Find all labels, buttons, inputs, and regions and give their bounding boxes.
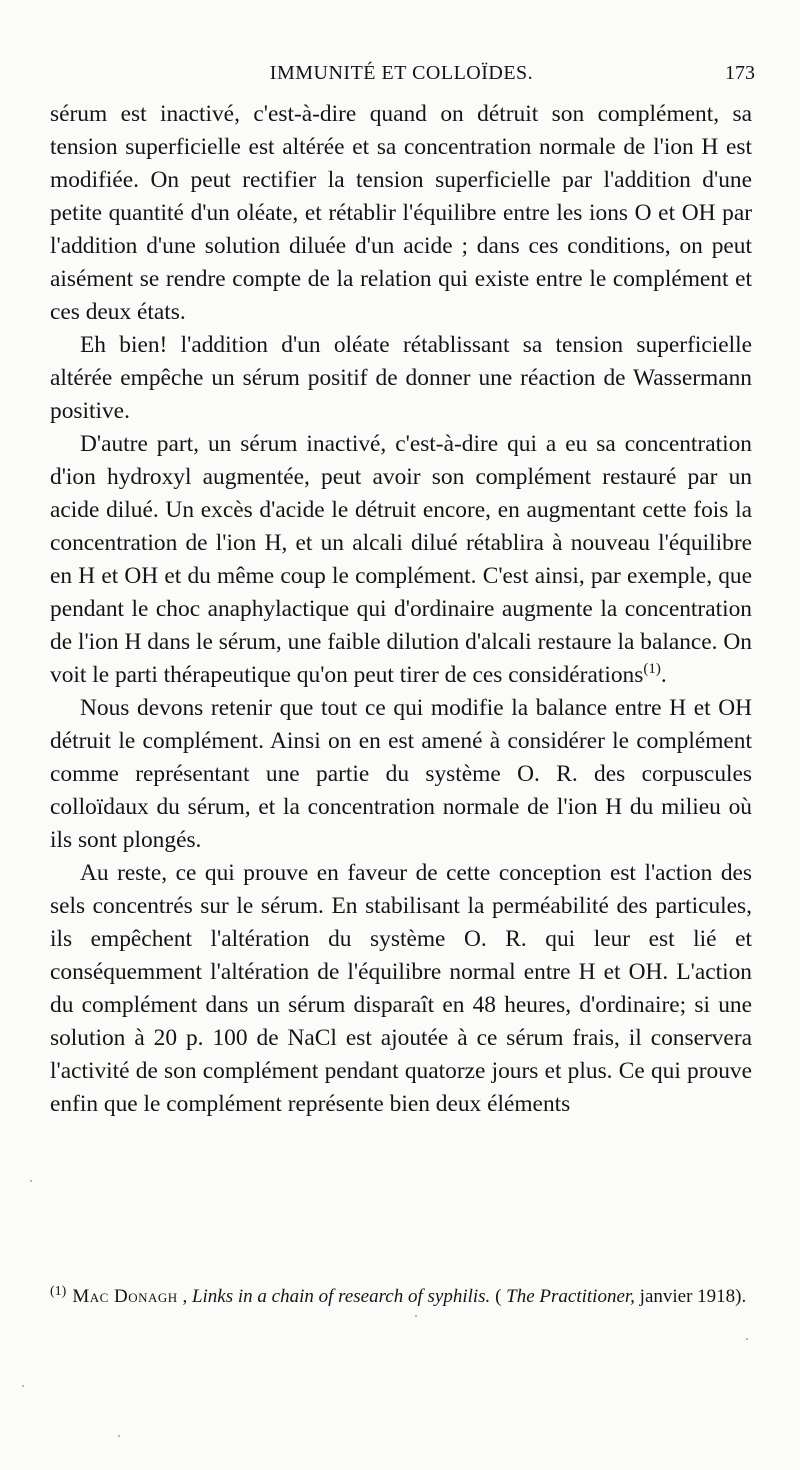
paragraph-5: [50, 857, 752, 1121]
footnote-separator: ,: [177, 1286, 192, 1307]
body-text: [50, 98, 752, 1121]
paragraph-4-text: Nous devons retenir que tout ce qui modifie la balance entre H et OH détruit le complément. Ainsi on en est amené à considérer le complément comme représentant une partie du système O. R. des corpuscules colloïdaux du sérum, et la concentration normale de l'ion H du milieu où ils sont plongés.: [50, 695, 752, 853]
paragraph-3-end: .: [660, 662, 667, 688]
footnote: [50, 1282, 752, 1312]
paragraph-3-text: D'autre part, un sérum inactivé, c'est-à-dire qui a eu sa concentration d'ion hydroxyl augmentée, peut avoir son complément restauré par un acide dilué. Un excès d'acide le détruit encore, en augmentant cette fois la concentration de l'ion H, et un alcali dilué rétablira à nouveau l'équilibre en H et OH et du même coup le complément. C'est ainsi, par exemple, que pendant le choc anaphylactique qui d'ordinaire augmente la concentration de l'ion H dans le sérum, une faible dilution d'alcali restaure la balance. On voit le parti thérapeutique qu'on peut tirer de ces considérations: [50, 431, 752, 688]
footnote-reference[interactable]: (1): [643, 661, 661, 678]
paragraph-4: [50, 692, 752, 857]
footnote-author: Mac Donagh: [72, 1286, 178, 1307]
scan-speck: [22, 1385, 24, 1387]
paragraph-5-text: Au reste, ce qui prouve en faveur de cette conception est l'action des sels concentrés sur le sérum. En stabilisant la perméabilité des particules, ils empêchent l'altération du système O. R. qui leur est lié et conséquemment l'altération de l'équilibre normal entre H et OH. L'action du complément dans un sérum disparaît en 48 heures, d'ordinaire; si une solution à 20 p. 100 de NaCl est ajoutée à ce sérum frais, il conservera l'activité de son complément pendant quatorze jours et plus. Ce qui prouve enfin que le complément représente bien deux éléments: [50, 860, 752, 1117]
running-title: IMMUNITÉ ET COLLOÏDES.: [269, 62, 534, 84]
paragraph-2-text: Eh bien! l'addition d'un oléate rétablissant sa tension superficielle altérée empêche un sérum positif de donner une réaction de Wassermann positive.: [50, 332, 752, 424]
footnote-journal: The Practitioner,: [506, 1286, 635, 1307]
footnote-title: Links in a chain of research of syphilis.: [191, 1286, 491, 1307]
scan-speck: [30, 1180, 32, 1182]
paragraph-1: [50, 98, 752, 329]
footnote-marker: (1): [50, 1283, 67, 1299]
scan-speck: [746, 1338, 748, 1340]
paragraph-3: [50, 428, 752, 692]
scan-speck: [118, 1435, 120, 1437]
footnote-date: janvier 1918).: [634, 1286, 747, 1307]
paragraph-2: [50, 329, 752, 428]
scan-speck: [415, 1315, 417, 1317]
running-head: [48, 58, 755, 90]
footnote-open: (: [490, 1286, 507, 1307]
page-number: 173: [725, 62, 755, 84]
paragraph-1-text: sérum est inactivé, c'est-à-dire quand on détruit son complément, sa tension superficielle est altérée et sa concentration normale de l'ion H est modifiée. On peut rectifier la tension superficielle par l'addition d'une petite quantité d'un oléate, et rétablir l'équilibre entre les ions O et OH par l'addition d'une solution diluée d'un acide ; dans ces conditions, on peut aisément se rendre compte de la relation qui existe entre le complément et ces deux états.: [50, 101, 752, 325]
